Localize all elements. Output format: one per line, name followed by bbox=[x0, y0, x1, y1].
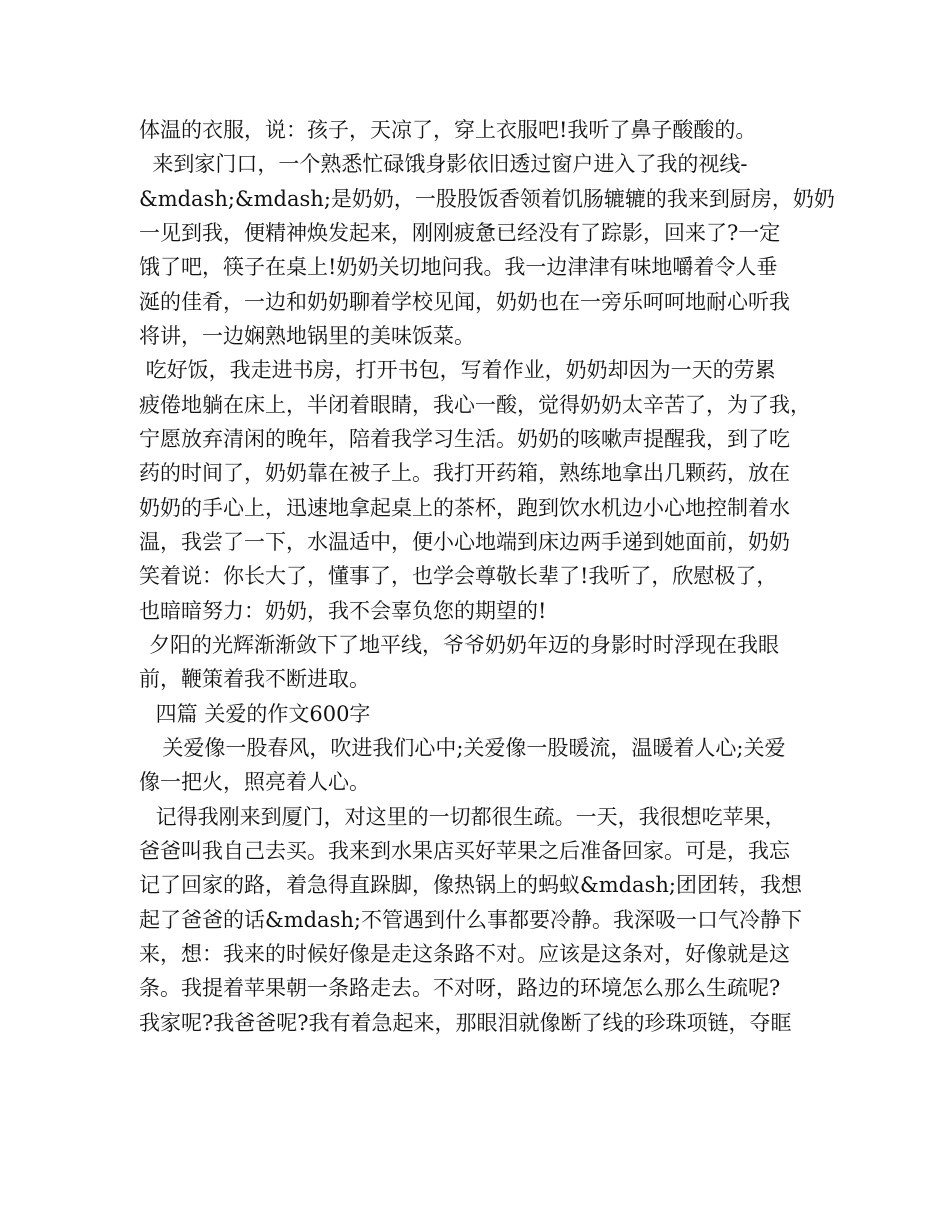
text-line: 饿了吧，筷子在桌上!奶奶关切地问我。我一边津津有味地嚼着令人垂 bbox=[139, 255, 778, 279]
text-line: 药的时间了，奶奶靠在被子上。我打开药箱，熟练地拿出几颗药，放在 bbox=[139, 461, 790, 485]
text-line: 一见到我，便精神焕发起来，刚刚疲惫已经没有了踪影，回来了?一定 bbox=[139, 221, 781, 245]
text-line: 关爱像一股春风，吹进我们心中;关爱像一股暖流，温暖着人心;关爱 bbox=[149, 736, 786, 760]
text-line: 疲倦地躺在床上，半闭着眼睛，我心一酸，觉得奶奶太辛苦了，为了我， bbox=[139, 393, 811, 417]
text-line: 条。我提着苹果朝一条路走去。不对呀，路边的环境怎么那么生疏呢? bbox=[139, 976, 781, 1000]
text-line: 温，我尝了一下，水温适中，便小心地端到床边两手递到她面前，奶奶 bbox=[139, 530, 790, 554]
text-line: 前，鞭策着我不断进取。 bbox=[139, 667, 370, 691]
text-line: 像一把火，照亮着人心。 bbox=[139, 770, 370, 794]
text-line: 涎的佳肴，一边和奶奶聊着学校见闻，奶奶也在一旁乐呵呵地耐心听我 bbox=[139, 290, 790, 314]
text-line: 记得我刚来到厦门，对这里的一切都很生疏。一天，我很想吃苹果， bbox=[149, 805, 786, 829]
text-line: &mdash;&mdash;是奶奶，一股股饭香领着饥肠辘辘的我来到厨房，奶奶 bbox=[139, 187, 835, 211]
text-line: 来到家门口，一个熟悉忙碌饿身影依旧透过窗户进入了我的视线- bbox=[139, 152, 748, 176]
text-line: 也暗暗努力：奶奶，我不会辜负您的期望的! bbox=[139, 599, 547, 623]
text-line: 将讲，一边娴熟地锅里的美味饭菜。 bbox=[139, 324, 475, 348]
text-line: 起了爸爸的话&mdash;不管遇到什么事都要冷静。我深吸一口气冷静下 bbox=[139, 908, 802, 932]
text-line: 我家呢?我爸爸呢?我有着急起来，那眼泪就像断了线的珍珠项链，夺眶 bbox=[139, 1011, 792, 1035]
text-line: 奶奶的手心上，迅速地拿起桌上的茶杯，跑到饮水机边小心地控制着水 bbox=[139, 496, 790, 520]
text-line: 来，想：我来的时候好像是走这条路不对。应该是这条对，好像就是这 bbox=[139, 942, 790, 966]
text-line: 爸爸叫我自己去买。我来到水果店买好苹果之后准备回家。可是，我忘 bbox=[139, 839, 790, 863]
text-line: 吃好饭，我走进书房，打开书包，写着作业，奶奶却因为一天的劳累 bbox=[139, 358, 776, 382]
text-line: 宁愿放弃清闲的晚年，陪着我学习生活。奶奶的咳嗽声提醒我，到了吃 bbox=[139, 427, 790, 451]
text-line: 体温的衣服，说：孩子，天凉了，穿上衣服吧!我听了鼻子酸酸的。 bbox=[139, 118, 757, 142]
section-heading: 四篇 关爱的作文600字 bbox=[149, 702, 371, 726]
text-line: 记了回家的路，着急得直跺脚，像热锅上的蚂蚁&mdash;团团转，我想 bbox=[139, 873, 802, 897]
text-line: 夕阳的光辉渐渐敛下了地平线，爷爷奶奶年迈的身影时时浮现在我眼 bbox=[149, 633, 779, 657]
text-line: 笑着说：你长大了，懂事了，也学会尊敬长辈了!我听了，欣慰极了， bbox=[139, 564, 778, 588]
